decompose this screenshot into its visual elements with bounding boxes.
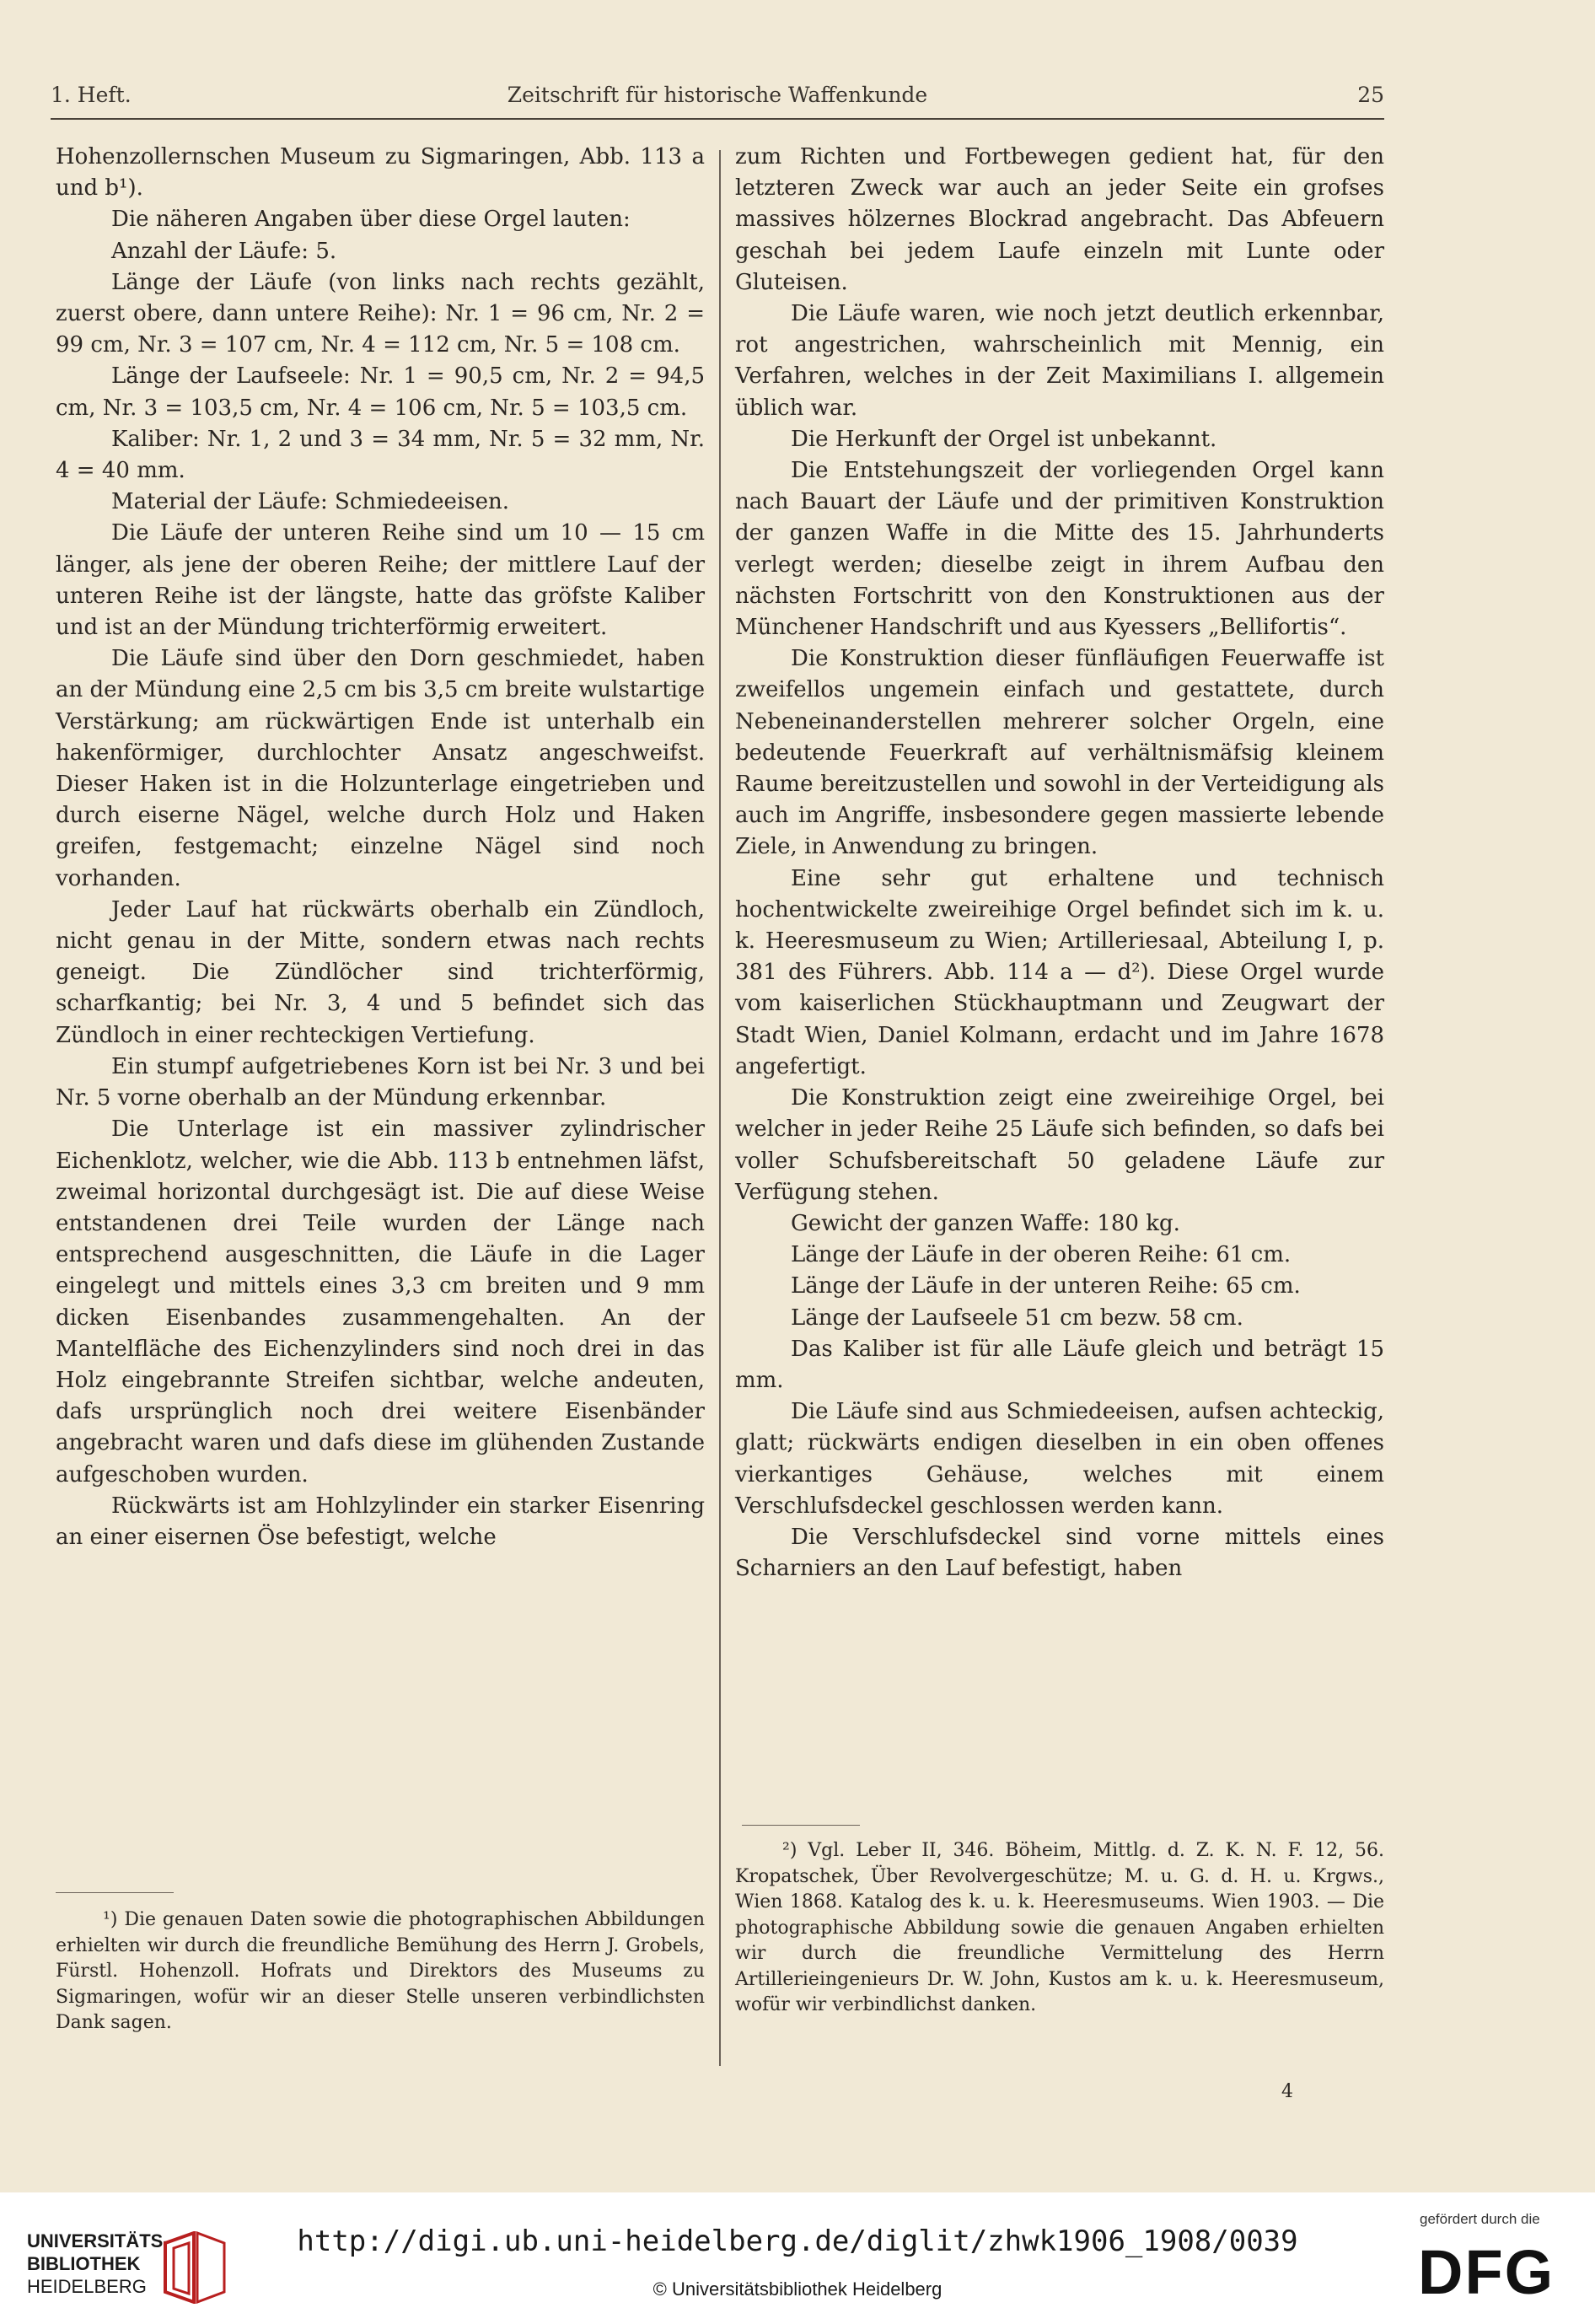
library-name-line1: UNIVERSITÄTS- [27, 2230, 169, 2251]
paragraph: Eine sehr gut erhaltene und technisch hochentwickelte zweireihige Orgel befindet sich im k. u. k. Heeresmuseum zu Wien; Artilleriesaal, Abteilung I, p. 381 des Führers. Abb. 114 a — d²). Diese Orgel wurde vom kaiserlichen Stückhauptmann und Zeugwart der Stadt Wien, Daniel Kolmann, erdacht und im Jahre 1678 angefertigt. [735, 865, 1384, 1079]
dfg-wordmark: DFG [1418, 2237, 1555, 2307]
paragraph: Länge der Läufe in der unteren Reihe: 65 cm. [791, 1273, 1301, 1299]
paragraph: Die Herkunft der Orgel ist unbekannt. [791, 426, 1217, 452]
paragraph: Die Entstehungszeit der vorliegenden Orgel kann nach Bauart der Läufe und der primitiven Konstruktion der ganzen Waffe in die Mitte des 15. Jahrhunderts verlegt werden; dieselbe zeigt in ihrem Aufbau den nächsten Fortschritt von den Konstruktionen aus der Münchener Handschrift und aus Kyessers „Bellifortis“. [735, 458, 1384, 641]
paragraph: Länge der Läufe in der oberen Reihe: 61 cm. [791, 1242, 1292, 1268]
paragraph: Die Läufe der unteren Reihe sind um 10 — 15 cm länger, als jene der oberen Reihe; der mittlere Lauf der unteren Reihe ist der längste, hatte das gröfste Kaliber und ist an der Mündung trichterförmig erweitert. [56, 520, 705, 641]
paragraph: Jeder Lauf hat rückwärts oberhalb ein Zündloch, nicht genau in der Mitte, sondern etwas nach rechts geneigt. Die Zündlöcher sind trichterförmig, scharfkantig; bei Nr. 3, 4 und 5 befindet sich das Zündloch in einer rechteckigen Vertiefung. [56, 896, 705, 1048]
paragraph: Die Konstruktion dieser fünfläufigen Feuerwaffe ist zweifellos ungemein einfach und gestattete, durch Nebeneinanderstellen mehrerer solcher Orgeln, eine bedeutende Feuerkraft auf verhältnismäfsig kleinem Raume bereitzustellen und sowohl in der Verteidigung als auch im Angriffe, insbesondere gegen massierte lebende Ziele, in Anwendung zu bringen. [735, 646, 1384, 860]
paragraph: Die Läufe waren, wie noch jetzt deutlich erkennbar, rot angestrichen, wahrscheinlich mit Mennig, ein Verfahren, welches in der Zeit Maximilians I. allgemein üblich war. [735, 301, 1384, 421]
paragraph: Die Läufe sind über den Dorn geschmiedet, haben an der Mündung eine 2,5 cm bis 3,5 cm breite wulstartige Verstärkung; am rückwärtigen Ende ist unterhalb ein hakenförmiger, durchlochter Ansatz angeschweifst. Dieser Haken ist in die Holzunterlage eingetrieben und durch eiserne Nägel, welche durch Holz und Haken greifen, festgemacht; einzelne Nägel sind noch vorhanden. [56, 646, 705, 891]
running-header [51, 83, 1384, 116]
library-name-line2: BIBLIOTHEK [27, 2253, 141, 2274]
paragraph: Die näheren Angaben über diese Orgel lauten: [111, 207, 631, 233]
right-footnote [735, 1838, 1384, 2019]
footnote-text: ²) Vgl. Leber II, 346. Böheim, Mittlg. d. Z. K. N. F. 12, 56. Kropatschek, Über Revolvergeschütze; M. u. G. d. H. u. Krgws., Wien 1868. Katalog des k. u. k. Heeresmuseums. Wien 1903. — Die photographische Abbildung sowie die genauen Angaben erhielten wir durch die freundliche Vermittelung des Herrn Artillerieingenieurs Dr. W. John, Kustos am k. u. k. Heeresmuseum, wofür wir verbindlichst danken. [735, 1840, 1384, 2015]
paragraph: Das Kaliber ist für alle Läufe gleich und beträgt 15 mm. [735, 1336, 1384, 1393]
funder-caption: gefördert durch die [1420, 2211, 1540, 2227]
paragraph: Hohenzollernschen Museum zu Sigmaringen, Abb. 113 a und b¹). [56, 144, 705, 202]
left-footnote-rule [56, 1892, 174, 1893]
left-footnote [56, 1907, 705, 2036]
library-name-line3: HEIDELBERG [27, 2276, 147, 2297]
paragraph: Material der Läufe: Schmiedeeisen. [111, 489, 509, 515]
paragraph: Länge der Laufseele 51 cm bezw. 58 cm. [791, 1305, 1243, 1331]
paragraph: Länge der Laufseele: Nr. 1 = 90,5 cm, Nr. 2 = 94,5 cm, Nr. 3 = 103,5 cm, Nr. 4 = 106 cm, Nr. 5 = 103,5 cm. [56, 363, 705, 421]
journal-title: Zeitschrift für historische Waffenkunde [507, 83, 928, 107]
paragraph: Die Läufe sind aus Schmiedeeisen, aufsen achteckig, glatt; rückwärts endigen dieselben in ein oben offenes vierkantiges Gehäuse, welches mit einem Verschlufsdeckel geschlossen werden kann. [735, 1399, 1384, 1519]
paragraph: Länge der Läufe (von links nach rechts gezählt, zuerst obere, dann untere Reihe): Nr. 1 = 96 cm, Nr. 2 = 99 cm, Nr. 3 = 107 cm, Nr. 4 = 112 cm, Nr. 5 = 108 cm. [56, 269, 705, 358]
right-column [735, 142, 1384, 1584]
paragraph: Die Konstruktion zeigt eine zweireihige Orgel, bei welcher in jeder Reihe 25 Läufe sich befinden, so dafs bei voller Schufsbereitschaft 50 geladene Läufe zur Verfügung stehen. [735, 1085, 1384, 1205]
paragraph: Gewicht der ganzen Waffe: 180 kg. [791, 1210, 1180, 1236]
paragraph: Rückwärts ist am Hohlzylinder ein starker Eisenring an einer eisernen Öse befestigt, welche [56, 1493, 705, 1550]
source-url-link[interactable]: http://digi.ub.uni-heidelberg.de/diglit/zhwk1906_1908/0039 [297, 2224, 1298, 2258]
paragraph: Kaliber: Nr. 1, 2 und 3 = 34 mm, Nr. 5 = 32 mm, Nr. 4 = 40 mm. [56, 426, 705, 484]
paragraph: Ein stumpf aufgetriebenes Korn ist bei Nr. 3 und bei Nr. 5 vorne oberhalb an der Mündung erkennbar. [56, 1053, 705, 1111]
paragraph: Die Unterlage ist ein massiver zylindrischer Eichenklotz, welcher, wie die Abb. 113 b entnehmen läfst, zweimal horizontal durchgesägt ist. Die auf diese Weise entstandenen drei Teile wurden der Länge nach entsprechend ausgeschnitten, die Läufe in die Lager eingelegt und mittels eines 3,3 cm breiten und 9 mm dicken Eisenbandes zusammengehalten. An der Mantelfläche des Eichenzylinders sind noch drei in das Holz eingebrannte Streifen sichtbar, welche andeuten, dafs ursprünglich noch drei weitere Eisenbänder angebracht waren und dafs diese im glühenden Zustande aufgeschoben wurden. [56, 1116, 705, 1487]
paragraph: zum Richten und Fortbewegen gedient hat, für den letzteren Zweck war auch an jeder Seite ein grofses massives hölzernes Blockrad angebracht. Das Abfeuern geschah bei jedem Laufe einzeln mit Lunte oder Gluteisen. [735, 144, 1384, 295]
dfg-logo[interactable] [1410, 2211, 1578, 2312]
signature-mark: 4 [1281, 2081, 1293, 2102]
footnote-text: ¹) Die genauen Daten sowie die photographischen Abbildungen erhielten wir durch die freundliche Bemühung des Herrn J. Grobels, Fürstl. Hohenzoll. Hofrats und Direktors des Museums zu Sigmaringen, wofür wir an dieser Stelle unseren verbindlichsten Dank sagen. [56, 1909, 705, 2033]
page-number: 25 [1357, 83, 1384, 107]
copyright-text: © Universitätsbibliothek Heidelberg [652, 2278, 943, 2300]
right-footnote-rule [742, 1825, 860, 1826]
left-column [56, 142, 705, 1553]
column-divider [719, 150, 721, 2066]
footer-banner [0, 2192, 1595, 2324]
header-rule [51, 118, 1384, 120]
paragraph: Anzahl der Läufe: 5. [111, 238, 337, 264]
paragraph: Die Verschlufsdeckel sind vorne mittels eines Scharniers an den Lauf befestigt, haben [735, 1524, 1384, 1582]
issue-label: 1. Heft. [51, 83, 132, 107]
